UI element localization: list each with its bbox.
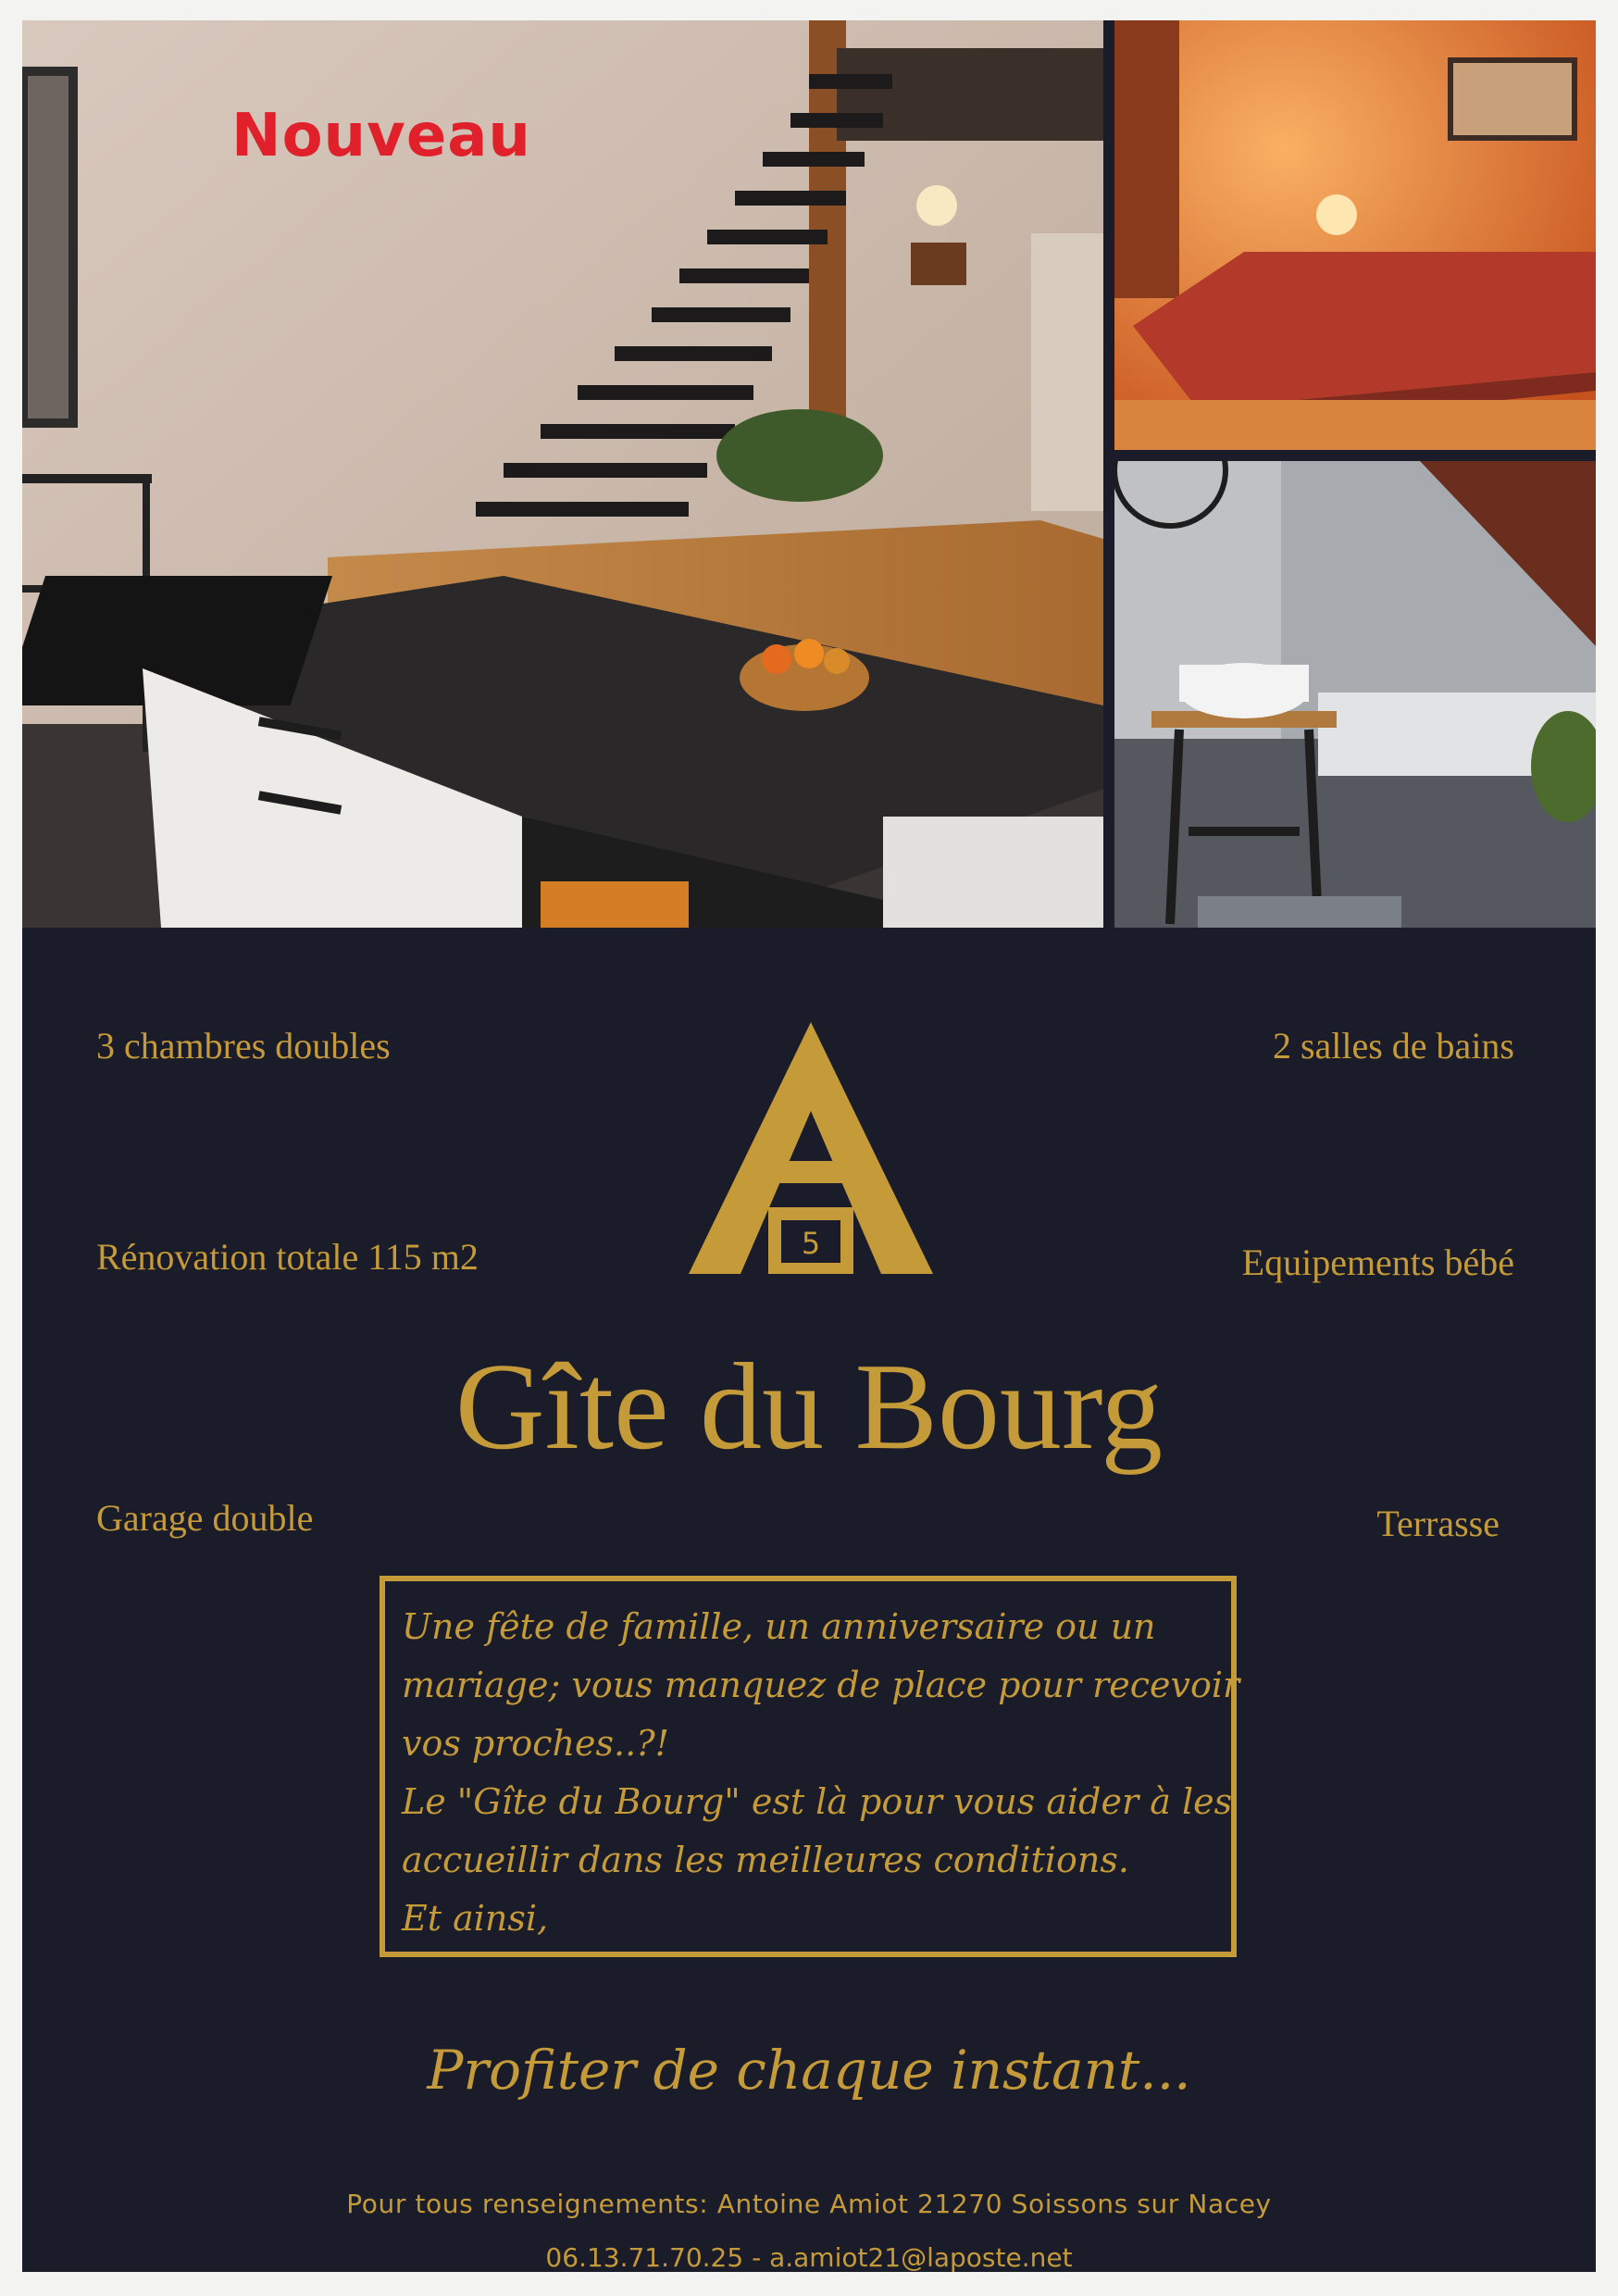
description-line: Une fête de famille, un anniversaire ou un [402,1606,1156,1647]
gite-logo [689,1022,933,1274]
feature-bedrooms: 3 chambres doubles [96,1025,391,1067]
description-line: vos proches..?! [402,1723,669,1764]
description-line: Le "Gîte du Bourg" est là pour vous aider à les [402,1781,1233,1822]
gite-title: Gîte du Bourg [454,1338,1164,1475]
bedroom-photo [1114,20,1596,450]
email-link[interactable]: a.amiot21@laposte.net [769,2242,1073,2272]
flyer [22,20,1596,2272]
feature-baby-equipment: Equipements bébé [1241,1242,1514,1283]
description-line: Et ainsi, [402,1898,549,1939]
phone-number[interactable]: 06.13.71.70.25 [545,2242,744,2272]
contact-separator: - [743,2242,770,2272]
photo-divider [1103,20,1114,928]
description-text [402,1598,1240,1948]
slogan: Profiter de chaque instant... [427,2039,1191,2102]
logo-number: 5 [801,1226,821,1261]
bathroom-photo [1114,461,1596,928]
new-badge: Nouveau [231,102,531,170]
feature-bathrooms: 2 salles de bains [1272,1025,1514,1067]
feature-terrace: Terrasse [1376,1503,1500,1544]
description-line: accueillir dans les meilleures conditions. [402,1840,1129,1880]
photo-divider [1114,450,1596,461]
description-line: mariage; vous manquez de place pour recevoir [402,1665,1240,1705]
kitchen-photo [22,20,1103,928]
feature-renovation: Rénovation totale 115 m2 [96,1236,479,1278]
feature-garage: Garage double [96,1497,314,1539]
description-box [380,1576,1240,1957]
contact-line [22,2242,1596,2272]
contact-info: Pour tous renseignements: Antoine Amiot 21270 Soissons sur Nacey [346,2189,1272,2219]
